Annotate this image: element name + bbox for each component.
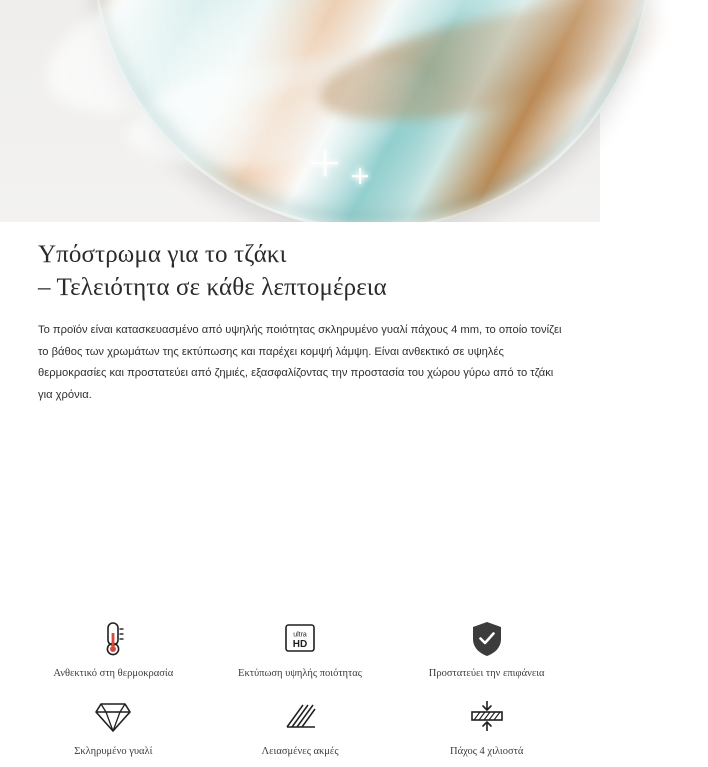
content-area [0, 222, 600, 757]
feature-label: Πάχος 4 χιλιοστά [450, 746, 524, 757]
thermometer-icon [96, 617, 130, 661]
svg-text:HD: HD [292, 639, 308, 650]
svg-text:ultra: ultra [293, 631, 307, 639]
body-text: Το προϊόν είναι κατασκευασμένο από υψηλής ποιότητας σκληρυμένο γυαλί πάχους 4 mm, το οποίο τονίζει το βάθος των χρωμάτων της εκτύπωσης και παρέχει κομψή λάμψη. Είναι ανθεκτικό σε υψηλές θερμοκρασίες και προστατεύει από ζημιές, εξασφαλίζοντας την προστασία του χώρου γύρω από το τζάκι για χρόνια. [38, 324, 562, 401]
feature-item-temperature [20, 617, 207, 689]
hero-image [0, 0, 600, 222]
thickness-icon [467, 695, 507, 739]
headline-line-2: – Τελειότητα σε κάθε λεπτομέρεια [38, 274, 387, 301]
headline-line-1: Υπόστρωμα για το τζάκι [38, 241, 287, 268]
feature-grid [20, 617, 580, 767]
feature-label: Ανθεκτικό στη θερμοκρασία [53, 668, 174, 679]
feature-item-tempered-glass [20, 695, 207, 767]
feature-label: Λειασμένες ακμές [261, 746, 339, 757]
feature-label: Εκτύπωση υψηλής ποιότητας [238, 668, 362, 679]
feature-item-smooth-edges [207, 695, 394, 767]
ultra-hd-icon [279, 617, 321, 661]
feature-item-print-quality [207, 617, 394, 689]
shield-check-icon [469, 617, 505, 661]
feature-item-thickness [393, 695, 580, 767]
diamond-icon [93, 695, 133, 739]
feature-label: Προστατεύει την επιφάνεια [428, 668, 545, 679]
feature-item-surface-protection [393, 617, 580, 689]
smooth-edges-icon [282, 695, 318, 739]
page-title [0, 222, 600, 304]
feature-label: Σκληρυμένο γυαλί [74, 746, 153, 757]
